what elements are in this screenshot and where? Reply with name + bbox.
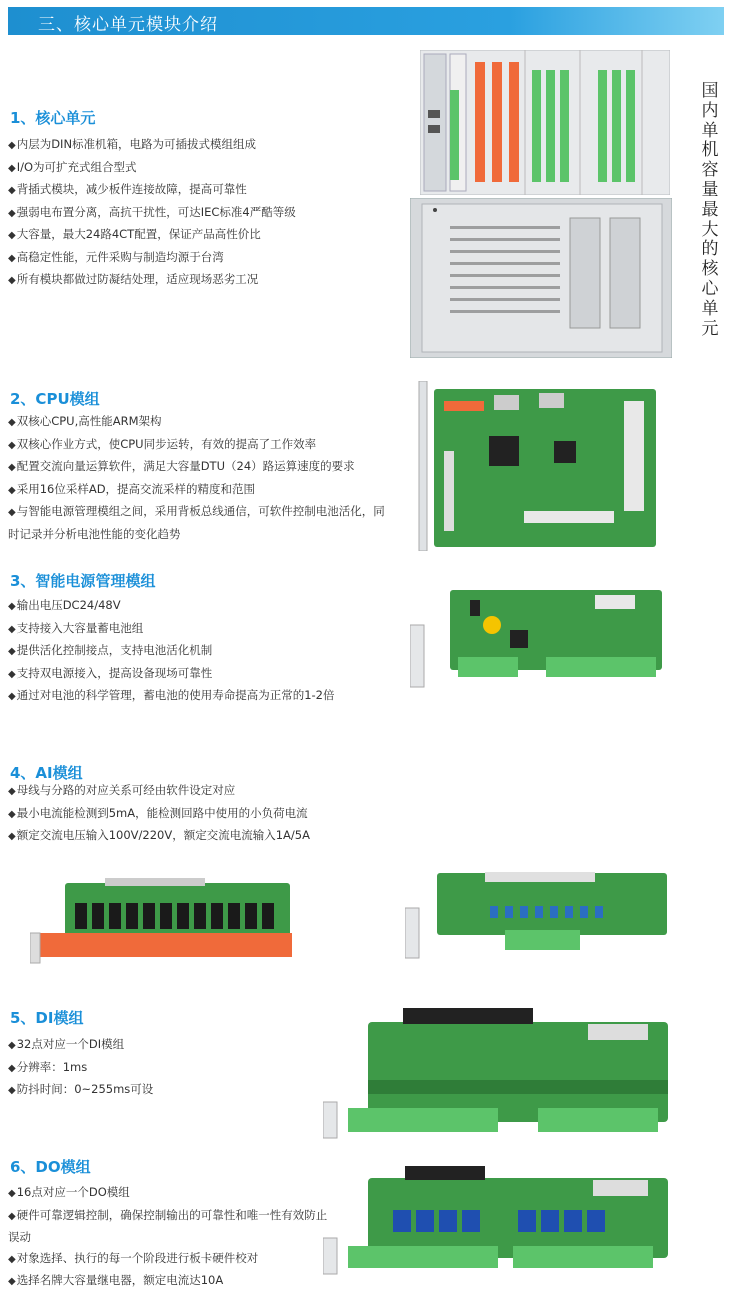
list-item: ◆与智能电源管理模组之间，采用背板总线通信，可软件控制电池活化，同时记录并分析电池性能的变化趋势 (8, 504, 385, 541)
core-unit-chassis-image (420, 50, 670, 195)
list-item: ◆母线与分路的对应关系可经由软件设定对应 (8, 783, 236, 797)
list-item: ◆防抖时间：0~255ms可设 (8, 1082, 154, 1096)
cpu-module-board-image (414, 381, 664, 551)
list-item: ◆最小电流能检测到5mA，能检测回路中使用的小负荷电流 (8, 805, 308, 820)
list-item: ◆分辨率：1ms (8, 1059, 88, 1074)
list-item: ◆32点对应一个DI模组 (8, 1037, 125, 1051)
section-title-di-module: 5、DI模组 (10, 1009, 84, 1027)
list-item: ◆额定交流电压输入100V/220V，额定交流电流输入1A/5A (8, 828, 310, 842)
power-module-board-image (410, 585, 675, 690)
ai-module-bullet-list (8, 780, 310, 848)
list-item: ◆双核心作业方式，使CPU同步运转，有效的提高了工作效率 (8, 436, 317, 451)
list-item: ◆16点对应一个DO模组 (8, 1185, 130, 1199)
list-item: ◆支持双电源接入，提高设备现场可靠性 (8, 665, 213, 680)
list-item: ◆采用16位采样AD，提高交流采样的精度和范围 (8, 481, 256, 496)
cpu-module-bullet-list (8, 411, 393, 544)
ai-module-board-image-right (405, 868, 675, 963)
list-item: ◆配置交流向量运算软件，满足大容量DTU（24）路运算速度的要求 (8, 459, 355, 473)
section-title-do-module: 6、DO模组 (10, 1158, 91, 1176)
list-item: ◆对象选择、执行的每一个阶段进行板卡硬件校对 (8, 1250, 259, 1265)
do-module-board-image (323, 1158, 683, 1278)
section-header-bar (8, 7, 724, 35)
core-unit-bullet-list (8, 134, 296, 292)
ai-module-board-image-left (30, 878, 300, 968)
section-title-cpu-module: 2、CPU模组 (10, 390, 100, 408)
list-item: ◆选择名牌大容量继电器，额定电流达10A (8, 1273, 224, 1287)
section-title-ai-module: 4、AI模组 (10, 764, 83, 782)
list-item: ◆双核心CPU,高性能ARM架构 (8, 414, 162, 428)
list-item: ◆所有模块都做过防凝结处理，适应现场恶劣工况 (8, 272, 259, 286)
list-item: ◆背插式模块，减少板件连接故障，提高可靠性 (8, 182, 247, 196)
list-item: ◆内层为DIN标准机箱，电路为可插拔式模组组成 (8, 137, 257, 151)
section-header-title: 三、核心单元模块介绍 (38, 15, 218, 35)
di-module-bullet-list (8, 1034, 153, 1102)
list-item: ◆支持接入大容量蓄电池组 (8, 620, 144, 635)
list-item: ◆输出电压DC24/48V (8, 598, 121, 612)
side-caption: 国内单机容量最大的核心单元 (701, 81, 719, 339)
list-item: ◆强弱电布置分离，高抗干扰性，可达IEC标准4严酷等级 (8, 204, 296, 219)
section-title-power-management-module: 3、智能电源管理模组 (10, 572, 156, 590)
list-item: ◆硬件可靠逻辑控制，确保控制输出的可靠性和唯一性有效防止误动 (8, 1207, 328, 1244)
core-unit-front-panel-image (410, 198, 672, 358)
power-module-bullet-list (8, 595, 334, 708)
di-module-board-image (323, 1002, 683, 1142)
do-module-bullet-list (8, 1182, 333, 1293)
list-item: ◆提供活化控制接点，支持电池活化机制 (8, 643, 213, 657)
list-item: ◆通过对电池的科学管理，蓄电池的使用寿命提高为正常的1-2倍 (8, 688, 335, 702)
list-item: ◆高稳定性能，元件采购与制造均源于台湾 (8, 249, 224, 264)
list-item: ◆I/O为可扩充式组合型式 (8, 159, 137, 174)
section-title-core-unit: 1、核心单元 (10, 109, 96, 127)
list-item: ◆大容量，最大24路4CT配置，保证产品高性价比 (8, 227, 261, 241)
